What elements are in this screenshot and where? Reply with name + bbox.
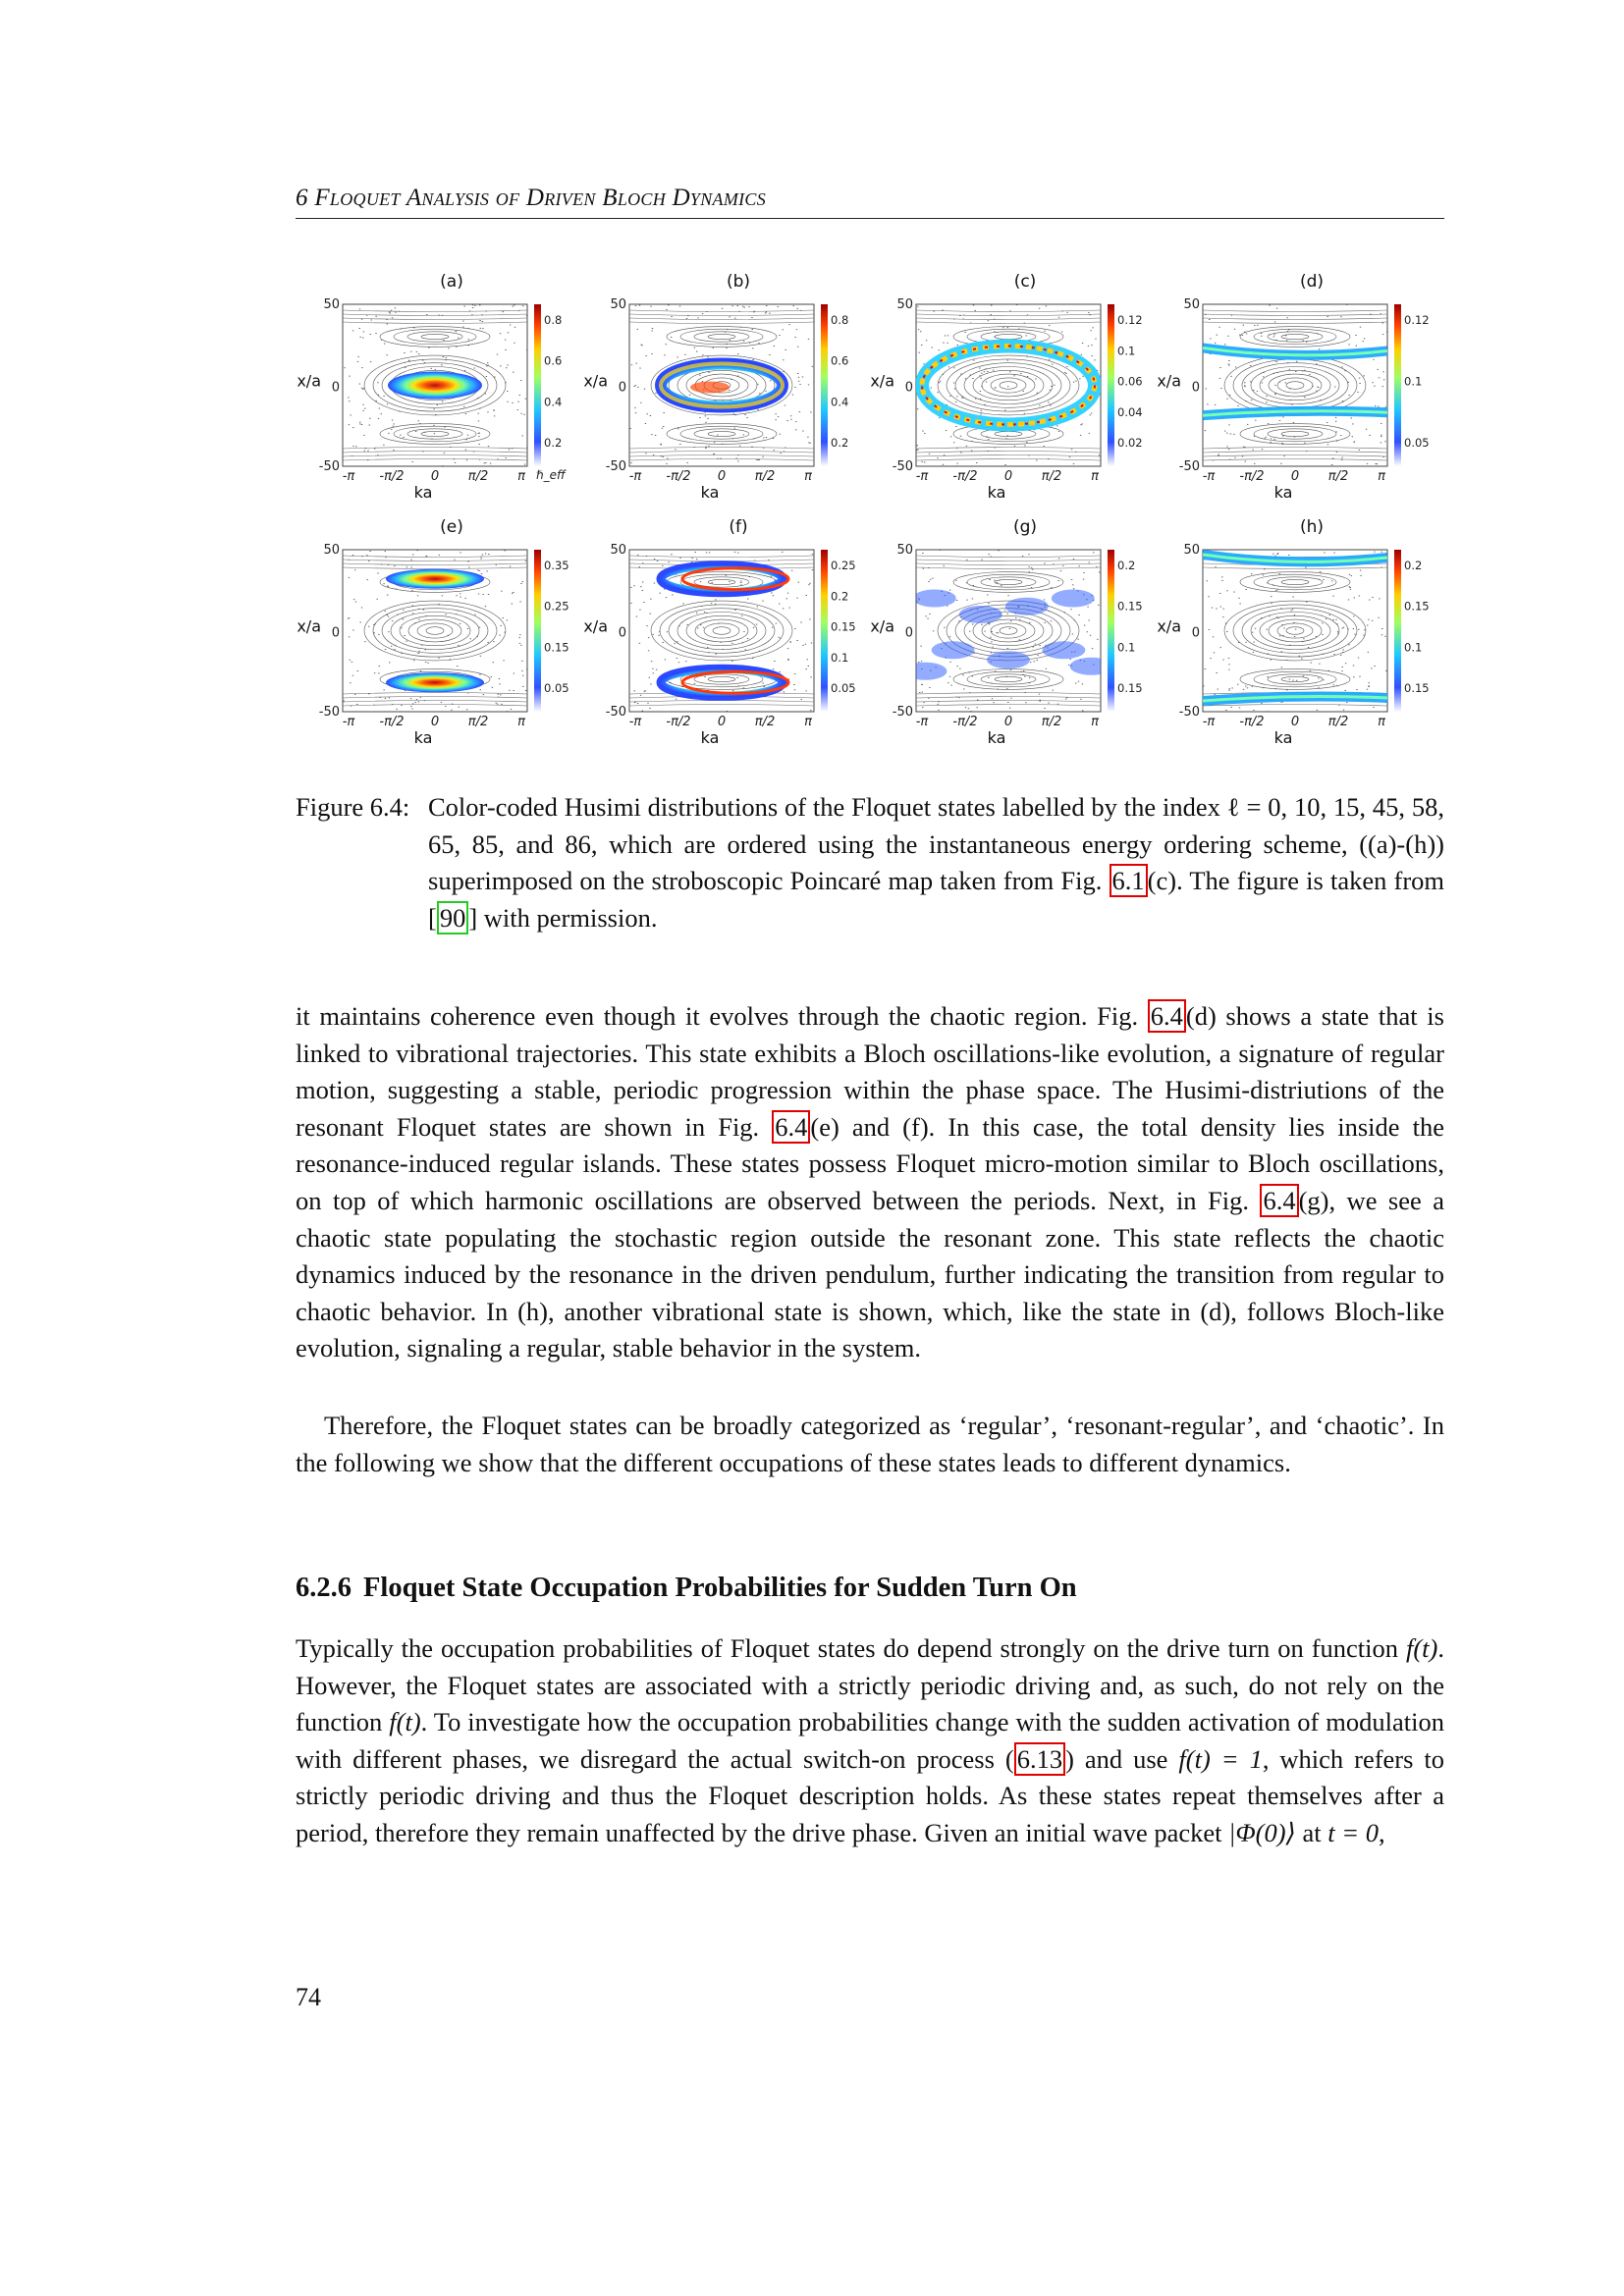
x-tick-label: -π [342, 469, 355, 484]
colorbar-tick-label: 0.15 [1404, 599, 1430, 614]
x-axis-label: ka [700, 728, 720, 747]
y-tick-label: 0 [618, 625, 626, 641]
panel-label: (c) [1013, 272, 1037, 292]
colorbar-tick-label: 0.1 [1404, 374, 1423, 389]
x-axis-label: ka [1273, 483, 1293, 502]
x-tick-label: π/2 [467, 469, 489, 484]
x-tick-label: 0 [430, 715, 440, 729]
colorbar-tick-label: 0.05 [544, 681, 569, 695]
colorbar-tick-label: 0.15 [1117, 681, 1143, 695]
colorbar-tick-label: 0.15 [1117, 599, 1143, 614]
x-tick-label: π [804, 469, 812, 484]
math-inline: f(t) = 1 [1178, 1743, 1263, 1774]
x-tick-label: 0 [1290, 469, 1300, 484]
x-tick-label: 0 [717, 715, 727, 729]
colorbar-tick-label: 0.12 [1404, 313, 1430, 327]
colorbar-tick-label: 0.8 [831, 313, 849, 327]
running-header [296, 185, 1444, 219]
y-tick-label: -50 [605, 705, 626, 720]
panel-plot [296, 275, 568, 506]
caption-text-part: Color-coded Husimi distributions of the Floquet states labelled by the index ℓ = 0, 10, 15, 45, 58, 65, 85, and 86, which are ordered using the instantaneous energy ordering scheme, ((a)-(h)) superimposed on the stroboscopic Poincaré map taken from Fig. [428, 792, 1444, 895]
y-tick-label: 50 [1183, 543, 1200, 558]
panel-g [869, 517, 1143, 751]
colorbar [1394, 304, 1401, 466]
colorbar-tick-label: 0.05 [1404, 436, 1430, 450]
hbar-eff-label: ℏ_eff [536, 468, 566, 482]
y-tick-label: -50 [892, 705, 913, 720]
x-tick-label: π [1378, 469, 1385, 484]
colorbar-tick-label: 0.06 [1117, 374, 1143, 389]
colorbar-tick-label: 0.35 [544, 559, 569, 572]
text-run: , which refers to strictly periodic driving and thus the Floquet description holds. As these states repeat themselves after a period, therefore they remain unaffected by the drive phase. Given an initial wave packet [296, 1743, 1445, 1847]
colorbar-tick-label: 0.2 [544, 436, 563, 450]
x-tick-label: 0 [430, 469, 440, 484]
figure-caption [296, 789, 1444, 936]
plot-frame [1203, 550, 1387, 712]
y-tick-label: 50 [1183, 297, 1200, 312]
math-inline: t = 0 [1327, 1817, 1379, 1847]
panel-label: (f) [729, 517, 748, 537]
x-tick-label: -π [628, 715, 642, 729]
x-tick-label: -π/2 [666, 715, 691, 729]
colorbar-tick-label: 0.12 [1117, 313, 1143, 327]
x-axis-label: ka [987, 483, 1006, 502]
y-axis-label: x/a [297, 616, 321, 636]
x-axis-label: ka [1273, 728, 1293, 747]
y-axis-label: x/a [583, 616, 608, 636]
y-tick-label: 0 [904, 380, 913, 396]
colorbar-tick-label: 0.2 [831, 436, 849, 450]
y-tick-label: -50 [1178, 705, 1200, 720]
y-axis-label: x/a [583, 371, 608, 391]
colorbar-tick-label: 0.25 [831, 559, 856, 572]
y-tick-label: -50 [318, 705, 340, 720]
panel-label: (a) [440, 272, 463, 292]
panel-plot [582, 275, 855, 506]
y-tick-label: -50 [892, 459, 913, 474]
figure-reference-link[interactable]: 6.4 [1148, 999, 1186, 1033]
caption-text-part: ] with permission. [468, 902, 658, 933]
y-tick-label: -50 [605, 459, 626, 474]
x-tick-label: π [1091, 469, 1099, 484]
caption-label: Figure 6.4: [296, 792, 410, 822]
text-run: ) and use [1065, 1743, 1179, 1774]
x-tick-label: π [517, 715, 525, 729]
y-axis-label: x/a [297, 371, 321, 391]
x-tick-label: 0 [1290, 715, 1300, 729]
y-tick-label: 0 [904, 625, 913, 641]
x-tick-label: -π [628, 469, 642, 484]
colorbar-tick-label: 0.4 [544, 395, 563, 409]
plot-frame [629, 550, 814, 712]
y-tick-label: 0 [1191, 380, 1200, 396]
y-axis-label: x/a [870, 371, 894, 391]
x-tick-label: π [1378, 715, 1385, 729]
colorbar-tick-label: 0.02 [1117, 436, 1143, 450]
text-run: (d) shows a state that is linked to vibrational trajectories. This state exhibits a Bloch oscillations-like evolution, a signature of regular motion, suggesting a stable, periodic progression within the phase space. The Husimi-distriutions of the resonant Floquet states are shown in Fig. [296, 1001, 1444, 1142]
chapter-title: 6 Floquet Analysis of Driven Bloch Dynamics [296, 185, 767, 211]
x-tick-label: π/2 [754, 715, 776, 729]
x-tick-label: -π/2 [952, 469, 978, 484]
colorbar-tick-label: 0.15 [544, 640, 569, 655]
figure-6-4 [296, 272, 1444, 766]
colorbar-tick-label: 0.2 [1404, 559, 1423, 572]
y-tick-label: 50 [610, 543, 626, 558]
panel-plot [869, 520, 1142, 751]
y-tick-label: -50 [1178, 459, 1200, 474]
y-tick-label: -50 [318, 459, 340, 474]
panel-plot [1156, 275, 1429, 506]
y-axis-label: x/a [1157, 371, 1181, 391]
x-tick-label: π/2 [467, 715, 489, 729]
colorbar-tick-label: 0.15 [831, 619, 856, 634]
colorbar-tick-label: 0.1 [831, 650, 849, 665]
x-axis-label: ka [700, 483, 720, 502]
colorbar [534, 550, 541, 712]
plot-frame [1203, 304, 1387, 466]
x-tick-label: π/2 [754, 469, 776, 484]
colorbar-tick-label: 0.2 [1117, 559, 1136, 572]
panel-label: (g) [1012, 517, 1038, 537]
section-title: Floquet State Occupation Probabilities for Sudden Turn On [363, 1573, 1077, 1603]
colorbar [1394, 550, 1401, 712]
y-tick-label: 0 [618, 380, 626, 396]
text-run: Typically the occupation probabilities of Floquet states do depend strongly on the drive turn on function [296, 1633, 1406, 1663]
colorbar-tick-label: 0.6 [544, 353, 563, 368]
caption-text [428, 789, 1444, 936]
figure-reference-link[interactable]: 6.4 [1260, 1184, 1298, 1217]
figure-reference-link[interactable]: 6.1 [1110, 864, 1148, 897]
x-tick-label: π [517, 469, 525, 484]
colorbar [1108, 304, 1114, 466]
section-number: 6.2.6 [296, 1573, 352, 1603]
x-tick-label: -π [1202, 469, 1216, 484]
paragraph-2: Therefore, the Floquet states can be broadly categorized as ‘regular’, ‘resonant-regular’, and ‘chaotic’. In the following we show that the different occupations of these states leads to different dynamics. [296, 1411, 1444, 1477]
math-inline: f(t) [1406, 1633, 1438, 1663]
text-run: at [1295, 1817, 1328, 1847]
panel-plot [1156, 520, 1429, 751]
y-tick-label: 50 [610, 297, 626, 312]
panel-plot [582, 520, 855, 751]
y-axis-label: x/a [1157, 616, 1181, 636]
panel-label: (d) [1299, 272, 1325, 292]
y-tick-label: 0 [1191, 625, 1200, 641]
x-axis-label: ka [413, 728, 433, 747]
y-axis-label: x/a [870, 616, 894, 636]
x-tick-label: -π/2 [379, 715, 405, 729]
x-tick-label: -π/2 [666, 469, 691, 484]
panel-a [296, 272, 568, 506]
colorbar-tick-label: 0.4 [831, 395, 849, 409]
x-tick-label: 0 [717, 469, 727, 484]
x-tick-label: π/2 [1327, 469, 1349, 484]
page-number: 74 [296, 1983, 321, 2011]
panel-f [582, 517, 856, 751]
y-tick-label: 50 [323, 297, 340, 312]
colorbar-tick-label: 0.15 [1404, 681, 1430, 695]
x-tick-label: -π [1202, 715, 1216, 729]
x-tick-label: 0 [1003, 715, 1013, 729]
colorbar-tick-label: 0.05 [831, 681, 856, 695]
x-tick-label: π/2 [1041, 469, 1062, 484]
figure-reference-link[interactable]: 6.4 [772, 1110, 810, 1144]
panel-plot [869, 275, 1142, 506]
panel-plot [296, 520, 568, 751]
panel-h [1156, 517, 1430, 751]
colorbar-tick-label: 0.1 [1404, 640, 1423, 655]
y-tick-label: 50 [896, 543, 913, 558]
plot-frame [916, 550, 1101, 712]
panel-b [582, 272, 855, 506]
colorbar-tick-label: 0.6 [831, 353, 849, 368]
panel-label: (e) [440, 517, 463, 537]
colorbar [1108, 550, 1114, 712]
x-axis-label: ka [413, 483, 433, 502]
x-tick-label: π/2 [1041, 715, 1062, 729]
panel-d [1156, 272, 1430, 506]
y-tick-label: 50 [323, 543, 340, 558]
x-tick-label: -π/2 [1239, 715, 1265, 729]
x-tick-label: -π [915, 715, 929, 729]
colorbar-tick-label: 0.25 [544, 599, 569, 614]
x-tick-label: π [804, 715, 812, 729]
text-run: (e) and (f). In this case, the total density lies inside the resonance-induced regular islands. These states possess Floquet micro-motion similar to Bloch oscillations, on top of which harmonic oscillations are observed between the periods. Next, in Fig. [296, 1111, 1444, 1215]
colorbar-tick-label: 0.2 [831, 589, 849, 604]
colorbar [821, 550, 828, 712]
text-run: , [1379, 1817, 1385, 1847]
text-run: it maintains coherence even though it evolves through the chaotic region. Fig. [296, 1001, 1148, 1031]
y-tick-label: 0 [331, 380, 340, 396]
colorbar-tick-label: 0.04 [1117, 404, 1143, 419]
colorbar-tick-label: 0.8 [544, 313, 563, 327]
colorbar [534, 304, 541, 466]
panel-label: (h) [1299, 517, 1325, 537]
paragraph-3 [296, 1630, 1444, 1852]
math-inline: |Φ(0)⟩ [1228, 1817, 1296, 1847]
x-tick-label: -π/2 [1239, 469, 1265, 484]
colorbar [821, 304, 828, 466]
text-run: . To investigate how the occupation probabilities change with the sudden activation of modulation with different phases, we disregard the actual switch-on process ( [296, 1707, 1445, 1774]
panel-e [296, 517, 569, 751]
equation-reference-link[interactable]: 6.13 [1014, 1742, 1065, 1776]
x-tick-label: 0 [1003, 469, 1013, 484]
paragraph-1 [296, 998, 1444, 1367]
colorbar-tick-label: 0.1 [1117, 640, 1136, 655]
y-tick-label: 50 [896, 297, 913, 312]
panel-label: (b) [726, 272, 751, 292]
plot-frame [916, 304, 1101, 466]
x-tick-label: -π [915, 469, 929, 484]
x-tick-label: -π/2 [379, 469, 405, 484]
section-heading [296, 1573, 1077, 1604]
x-tick-label: -π [342, 715, 355, 729]
text-run: . However, the Floquet states are associated with a strictly periodic driving and, as such, do not rely on the function [296, 1633, 1444, 1737]
y-tick-label: 0 [331, 625, 340, 641]
x-tick-label: π/2 [1327, 715, 1349, 729]
panel-c [869, 272, 1143, 506]
x-tick-label: -π/2 [952, 715, 978, 729]
citation-link[interactable]: 90 [437, 901, 469, 934]
x-tick-label: π [1091, 715, 1099, 729]
caption-text-part: (c). The figure is taken from [ [428, 866, 1445, 933]
text-run: (g), we see a chaotic state populating the stochastic region outside the resonant zone. This state reflects the chaotic dynamics induced by the resonance in the driven pendulum, further indicating the transition from regular to chaotic behavior. In (h), another vibrational state is shown, which, like the state in (d), follows Bloch-like evolution, signaling a regular, stable behavior in the system. [296, 1185, 1444, 1363]
x-axis-label: ka [987, 728, 1006, 747]
math-inline: f(t) [389, 1707, 421, 1737]
colorbar-tick-label: 0.1 [1117, 344, 1136, 358]
